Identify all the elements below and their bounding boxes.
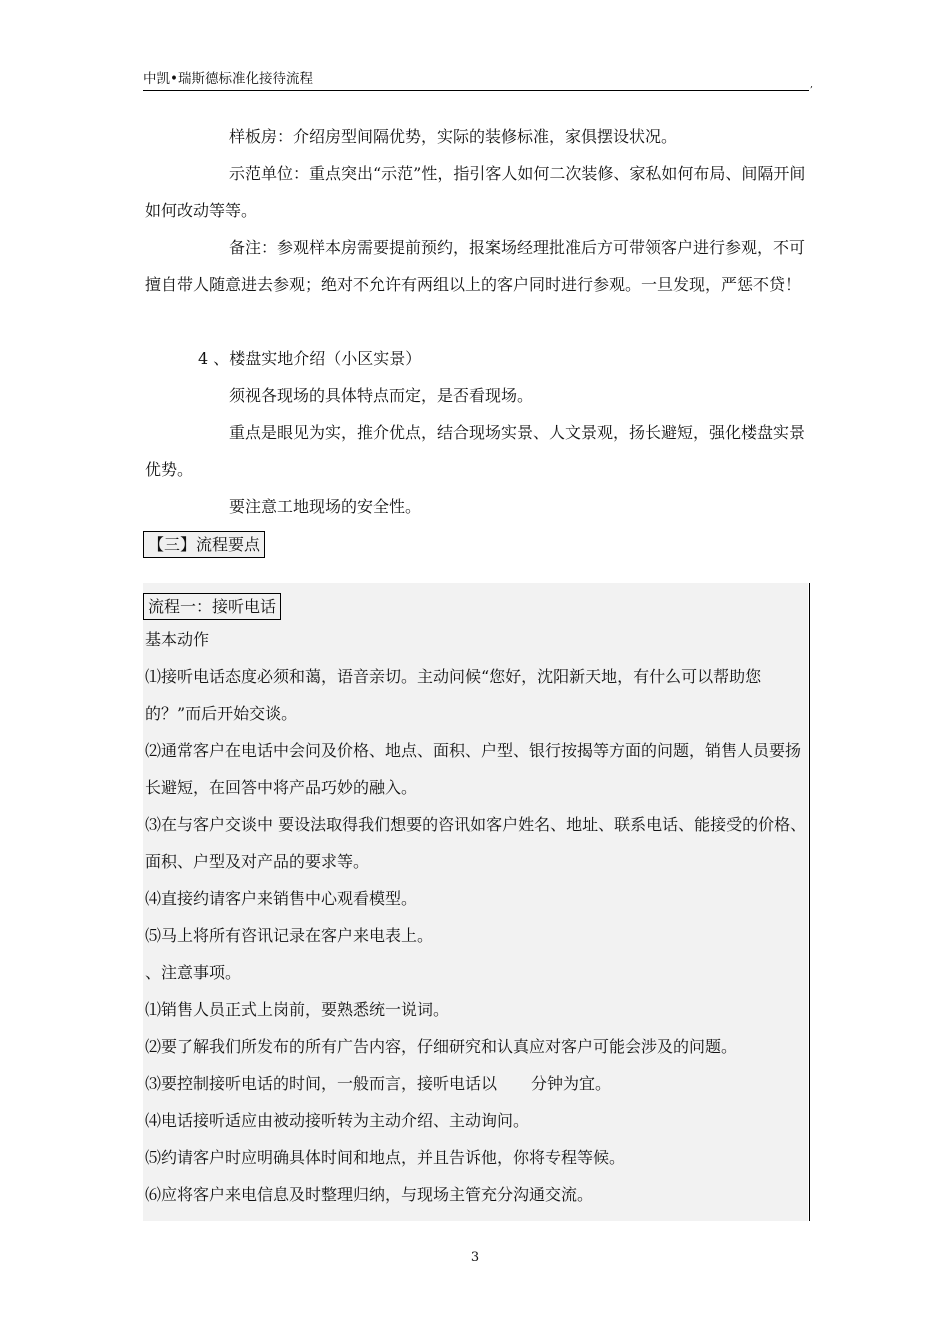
flow-1-title: 流程一：接听电话 [143,593,281,620]
header-mark: , [810,80,813,90]
note-item: ⑹应将客户来电信息及时整理归纳，与现场主管充分沟通交流。 [145,1185,594,1204]
paragraph-beizhu: 备注：参观样本房需要提前预约，报案场经理批准后方可带领客户进行参观，不可擅自带人随意进去参观；绝对不允许有两组以上的客户同时进行参观。一旦发现，严惩不贷！ [145,238,806,294]
section-heading-3: 【三】流程要点 [143,531,265,558]
note-item: ⑵要了解我们所发布的所有广告内容，仔细研究和认真应对客户可能会涉及的问题。 [145,1037,738,1056]
note-item: ⑷电话接听适应由被动接听转为主动介绍、主动询问。 [145,1111,530,1130]
note-item-part-2: 分钟为宜。 [531,1074,612,1093]
basic-action-item: ⑶在与客户交谈中 要设法取得我们想要的咨讯如客户姓名、地址、联系电话、能接受的价格、面积、户型及对产品的要求等。 [145,815,807,871]
notes-label: 、注意事项。 [145,963,242,982]
basic-action-item: ⑵通常客户在电话中会问及价格、地点、面积、户型、银行按揭等方面的问题，销售人员要扬长避短，在回答中将产品巧妙的融入。 [145,741,802,797]
paragraph-shifan: 示范单位：重点突出“示范”性，指引客人如何二次装修、家私如何布局、间隔开间如何改动等等。 [145,164,806,220]
basic-actions-label: 基本动作 [145,630,210,649]
section-4-paragraph-3: 要注意工地现场的安全性。 [229,497,422,516]
section-4-paragraph-1: 须视各现场的具体特点而定，是否看现场。 [229,386,534,405]
basic-action-item: ⑷直接约请客户来销售中心观看模型。 [145,889,418,908]
header-title: 中凯•瑞斯德标准化接待流程 [143,71,313,87]
basic-action-item: ⑸马上将所有咨讯记录在客户来电表上。 [145,926,434,945]
basic-action-item: ⑴接听电话态度必须和蔼，语音亲切。主动问候“您好，沈阳新天地，有什么可以帮助您的？”而后开始交谈。 [145,667,762,723]
note-item: ⑸约请客户时应明确具体时间和地点，并且告诉他，你将专程等候。 [145,1148,626,1167]
paragraph-yangbanfang: 样板房：介绍房型间隔优势，实际的装修标准，家俱摆设状况。 [229,127,678,146]
flow-box-border [809,583,811,1221]
note-item [145,1065,807,1102]
section-4-title: 4 、楼盘实地介绍（小区实景） [198,349,422,368]
flow-box [143,583,808,1221]
page-header [143,70,813,91]
note-item-part-1: ⑶要控制接听电话的时间，一般而言，接听电话以 [145,1074,498,1093]
section-4-paragraph-2: 重点是眼见为实，推介优点，结合现场实景、人文景观，扬长避短，强化楼盘实景优势。 [145,423,806,479]
page-number: 3 [470,1250,480,1265]
note-item: ⑴销售人员正式上岗前，要熟悉统一说词。 [145,1000,450,1019]
